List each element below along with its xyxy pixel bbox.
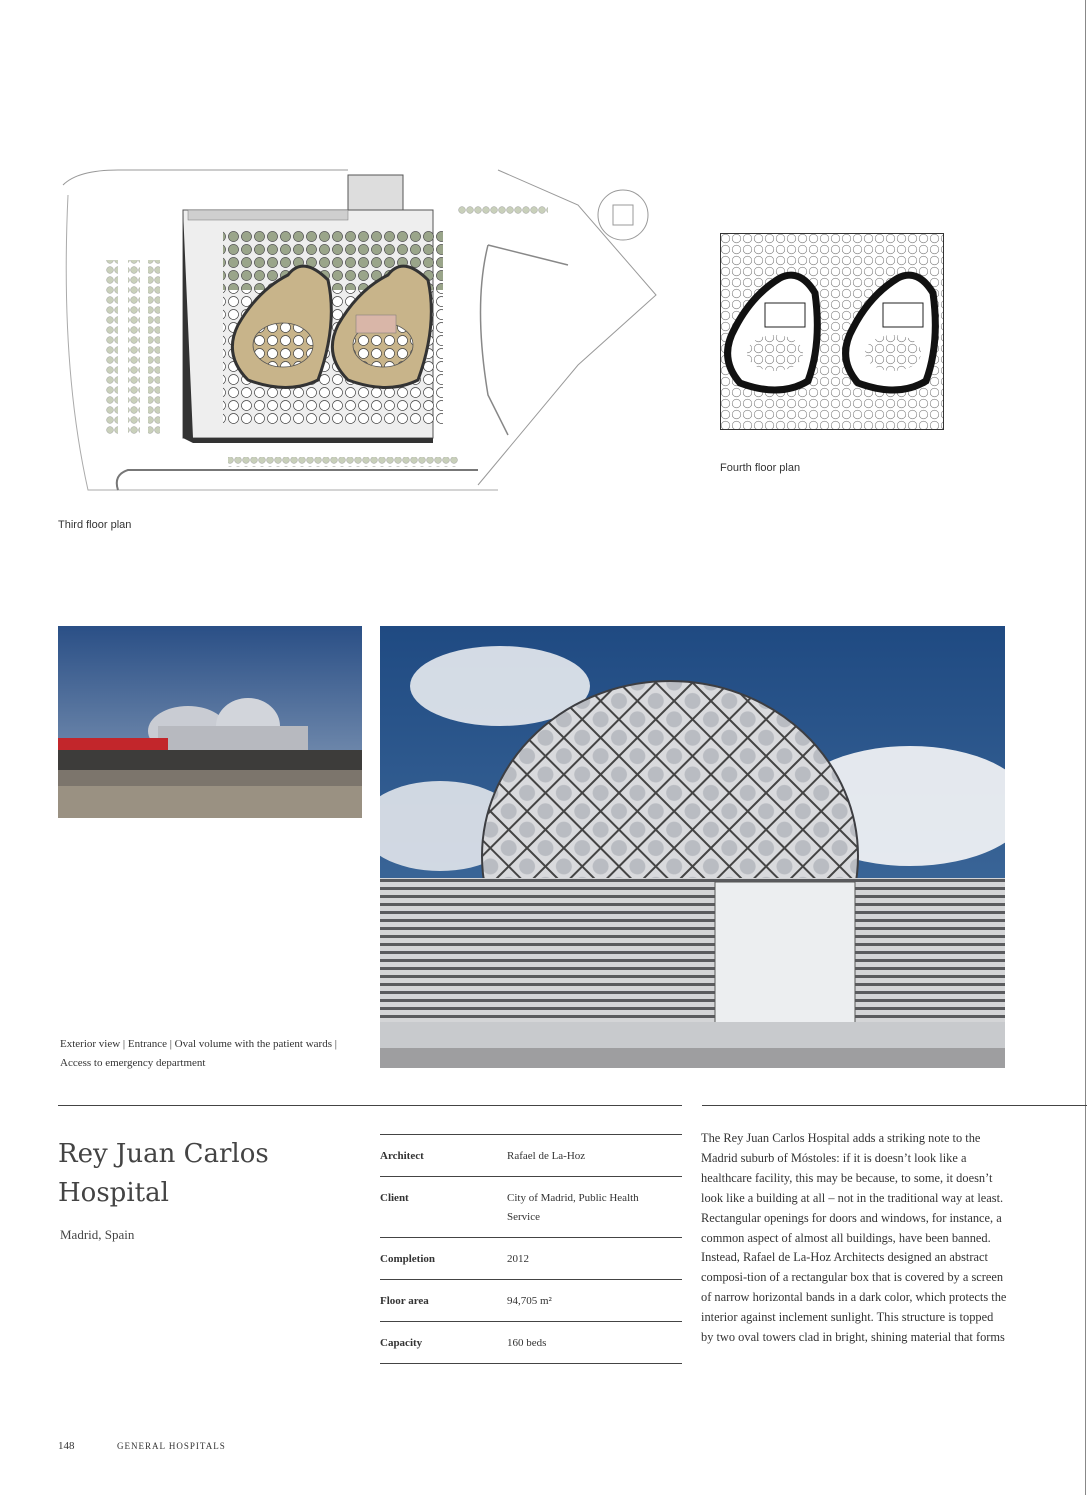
project-facts-table [380, 1134, 682, 1364]
photo-caption: Exterior view | Entrance | Oval volume with the patient wards | Access to emergency department [60, 1038, 337, 1069]
fact-row-capacity [380, 1322, 682, 1364]
fourth-floor-plan-drawing [720, 233, 944, 430]
fact-label: Completion [380, 1253, 435, 1265]
third-floor-plan-drawing [58, 165, 658, 495]
fact-row-completion [380, 1238, 682, 1280]
body-text-column [701, 1129, 1007, 1348]
fact-label: Client [380, 1192, 409, 1204]
project-title: Rey Juan Carlos Hospital [58, 1139, 269, 1208]
exterior-view-photo [58, 626, 362, 818]
project-location: Madrid, Spain [60, 1227, 135, 1242]
fact-value: 94,705 m² [507, 1295, 552, 1307]
fact-value: City of Madrid, Public Health Service [507, 1192, 639, 1223]
fact-label: Capacity [380, 1337, 423, 1349]
body-paragraph: The Rey Juan Carlos Hospital adds a striking note to the Madrid suburb of Móstoles: if it is doesn’t look like a healthcare facility, this may be because, to some, it doesn’t look like a building at all – not in the traditional way at least. Rectangular openings for doors and windows, for instance, a common aspect of almost all buildings, have been banned. Instead, Rafael de La-Hoz Architects designed an abstract composi-tion of a rectangular box that is covered by a screen of narrow horizontal bands in a dark color, which protects the interior against inclement sunlight. This structure is topped by two oval towers clad in bright, shining material that forms [701, 1131, 1007, 1345]
fact-row-architect [380, 1134, 682, 1177]
fact-label: Floor area [380, 1295, 429, 1307]
fact-label: Architect [380, 1150, 424, 1162]
fact-value: Rafael de La-Hoz [507, 1150, 586, 1162]
fact-row-floor-area [380, 1280, 682, 1322]
divider-right [702, 1105, 1087, 1106]
fact-row-client [380, 1177, 682, 1238]
divider-left [58, 1105, 682, 1106]
section-name: GENERAL HOSPITALS [117, 1441, 226, 1451]
page-number: 148 [58, 1440, 75, 1452]
third-floor-plan-caption: Third floor plan [58, 519, 132, 531]
fact-value: 2012 [507, 1253, 529, 1265]
page-edge-line [1085, 0, 1086, 1495]
fact-value: 160 beds [507, 1337, 547, 1349]
oval-volume-photo [380, 626, 1005, 1068]
fourth-floor-plan-caption: Fourth floor plan [720, 462, 801, 474]
